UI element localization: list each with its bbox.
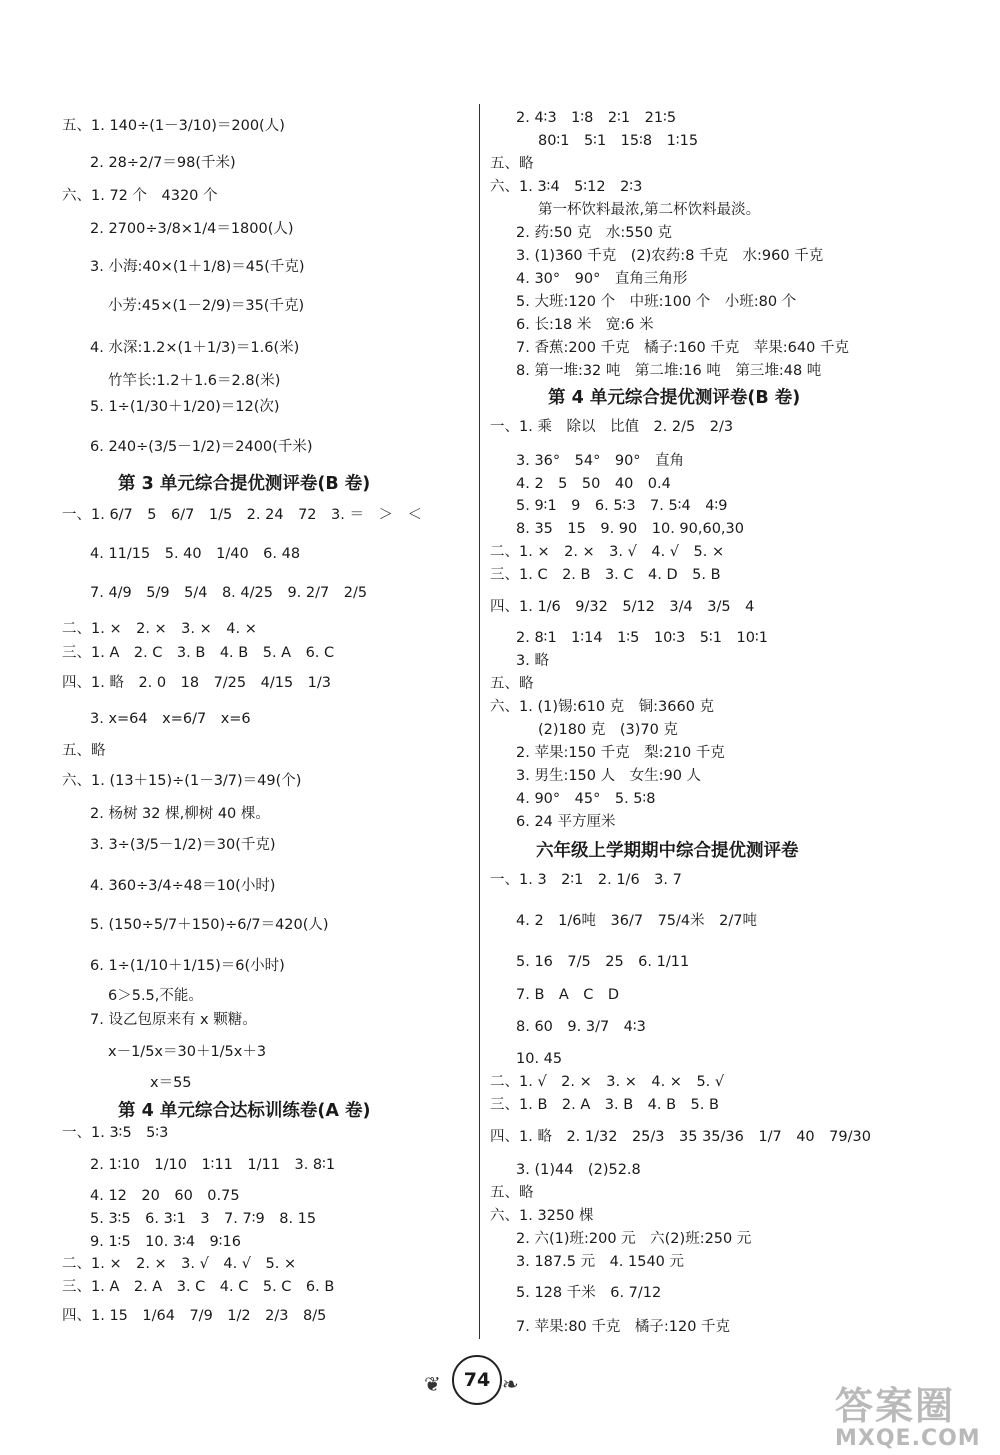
answer-line: 第一杯饮料最浓,第二杯饮料最淡。 bbox=[538, 202, 761, 218]
answer-line: 7. 设乙包原来有 x 颗糖。 bbox=[90, 1012, 257, 1028]
answer-line: 3. (1)360 千克 (2)农药:8 千克 水:960 千克 bbox=[516, 248, 824, 264]
answer-line: 7. 苹果:80 千克 橘子:120 千克 bbox=[516, 1319, 731, 1335]
answer-line: 二、1. × 2. × 3. √ 4. √ 5. × bbox=[62, 1256, 297, 1272]
answer-line: 小芳:45×(1－2/9)＝35(千克) bbox=[108, 298, 305, 314]
answer-line: 4. 11/15 5. 40 1/40 6. 48 bbox=[90, 546, 301, 562]
answer-line: 5. 16 7/5 25 6. 1/11 bbox=[516, 954, 690, 970]
answer-line: 2. 杨树 32 棵,柳树 40 棵。 bbox=[90, 806, 270, 822]
answer-line: 7. 4/9 5/9 5/4 8. 4/25 9. 2/7 2/5 bbox=[90, 585, 368, 601]
answer-line: 3. 3÷(3/5－1/2)＝30(千克) bbox=[90, 837, 276, 853]
answer-line: 五、1. 140÷(1－3/10)＝200(人) bbox=[62, 118, 285, 134]
answer-line: 4. 30° 90° 直角三角形 bbox=[516, 271, 688, 287]
answer-line: 5. 大班:120 个 中班:100 个 小班:80 个 bbox=[516, 294, 797, 310]
answer-line: 五、略 bbox=[62, 743, 106, 759]
answer-line: 一、1. 乘 除以 比值 2. 2/5 2/3 bbox=[490, 419, 734, 435]
answer-line: 2. 药:50 克 水:550 克 bbox=[516, 225, 673, 241]
answer-line: 3. 187.5 元 4. 1540 元 bbox=[516, 1254, 685, 1270]
answer-line: 6. 长:18 米 宽:6 米 bbox=[516, 317, 654, 333]
answer-line: 五、略 bbox=[490, 156, 534, 172]
answer-line: 6. 1÷(1/10＋1/15)＝6(小时) bbox=[90, 958, 285, 974]
answer-line: 4. 360÷3/4÷48＝10(小时) bbox=[90, 878, 276, 894]
answer-line: 二、1. × 2. × 3. √ 4. √ 5. × bbox=[490, 544, 725, 560]
answer-line: 5. 1÷(1/30＋1/20)＝12(次) bbox=[90, 399, 280, 415]
answer-line: 四、1. 略 2. 0 18 7/25 4/15 1/3 bbox=[62, 675, 332, 691]
answer-line: 4. 2 1/6吨 36/7 75/4米 2/7吨 bbox=[516, 913, 757, 929]
answer-line: 竹竿长:1.2＋1.6＝2.8(米) bbox=[108, 373, 281, 389]
answer-line: 3. 略 bbox=[516, 653, 549, 669]
answer-line: 5. 9∶1 9 6. 5∶3 7. 5∶4 4∶9 bbox=[516, 498, 728, 514]
answer-line: 五、略 bbox=[490, 676, 534, 692]
answer-line: x＝55 bbox=[150, 1075, 192, 1091]
answer-line: 三、1. A 2. C 3. B 4. B 5. A 6. C bbox=[62, 645, 335, 661]
answer-line: 2. 2700÷3/8×1/4＝1800(人) bbox=[90, 221, 294, 237]
answer-line: 五、略 bbox=[490, 1185, 534, 1201]
answer-line: 3. x=64 x=6/7 x=6 bbox=[90, 711, 251, 727]
answer-line: 4. 2 5 50 40 0.4 bbox=[516, 476, 671, 492]
answer-line: 一、1. 3∶5 5∶3 bbox=[62, 1125, 169, 1141]
answer-line: 3. 男生:150 人 女生:90 人 bbox=[516, 768, 702, 784]
answer-line: 二、1. √ 2. × 3. × 4. × 5. √ bbox=[490, 1074, 725, 1090]
answer-line: 二、1. × 2. × 3. × 4. × bbox=[62, 621, 257, 637]
answer-line: 5. 3∶5 6. 3∶1 3 7. 7∶9 8. 15 bbox=[90, 1211, 317, 1227]
answer-line: 3. 小海:40×(1＋1/8)＝45(千克) bbox=[90, 259, 305, 275]
answer-line: 2. 8∶1 1∶14 1∶5 10∶3 5∶1 10∶1 bbox=[516, 630, 768, 646]
answer-line: 三、1. C 2. B 3. C 4. D 5. B bbox=[490, 567, 721, 583]
answer-line: 80∶1 5∶1 15∶8 1∶15 bbox=[538, 133, 699, 149]
section-title: 第 4 单元综合达标训练卷(A 卷) bbox=[118, 1101, 371, 1121]
answer-line: x－1/5x＝30＋1/5x＋3 bbox=[108, 1044, 267, 1060]
answer-line: 3. 36° 54° 90° 直角 bbox=[516, 453, 685, 469]
answer-line: 5. (150÷5/7＋150)÷6/7＝420(人) bbox=[90, 917, 329, 933]
answer-line: 8. 60 9. 3/7 4∶3 bbox=[516, 1019, 646, 1035]
answer-line: 三、1. A 2. A 3. C 4. C 5. C 6. B bbox=[62, 1279, 335, 1295]
answer-line: 6. 240÷(3/5－1/2)＝2400(千米) bbox=[90, 439, 313, 455]
answer-line: 2. 28÷2/7＝98(千米) bbox=[90, 155, 236, 171]
answer-line: 2. 苹果:150 千克 梨:210 千克 bbox=[516, 745, 725, 761]
answer-line: (2)180 克 (3)70 克 bbox=[538, 722, 678, 738]
watermark-url: MXQE.COM bbox=[835, 1426, 981, 1451]
answer-line: 4. 12 20 60 0.75 bbox=[90, 1188, 240, 1204]
answer-line: 四、1. 略 2. 1/32 25/3 35 35/36 1/7 40 79/30 bbox=[490, 1129, 871, 1145]
answer-line: 三、1. B 2. A 3. B 4. B 5. B bbox=[490, 1097, 719, 1113]
left-flourish-icon: ❦ bbox=[424, 1372, 441, 1396]
answer-line: 2. 4∶3 1∶8 2∶1 21∶5 bbox=[516, 110, 677, 126]
answer-line: 6. 24 平方厘米 bbox=[516, 814, 616, 830]
section-title: 第 3 单元综合提优测评卷(B 卷) bbox=[118, 474, 371, 494]
column-divider bbox=[479, 104, 480, 1339]
answer-line: 10. 45 bbox=[516, 1051, 563, 1067]
answer-line: 4. 90° 45° 5. 5∶8 bbox=[516, 791, 656, 807]
answer-line: 六、1. 72 个 4320 个 bbox=[62, 188, 218, 204]
answer-line: 6＞5.5,不能。 bbox=[108, 988, 203, 1004]
answer-line: 2. 六(1)班:200 元 六(2)班:250 元 bbox=[516, 1231, 752, 1247]
section-title: 第 4 单元综合提优测评卷(B 卷) bbox=[548, 388, 801, 408]
answer-line: 2. 1∶10 1/10 1∶11 1/11 3. 8∶1 bbox=[90, 1157, 336, 1173]
answer-line: 5. 128 千米 6. 7/12 bbox=[516, 1285, 662, 1301]
answer-line: 四、1. 1/6 9/32 5/12 3/4 3/5 4 bbox=[490, 599, 755, 615]
answer-line: 9. 1∶5 10. 3∶4 9∶16 bbox=[90, 1234, 242, 1250]
answer-line: 六、1. (1)锡:610 克 铜:3660 克 bbox=[490, 699, 715, 715]
answer-line: 一、1. 3 2∶1 2. 1/6 3. 7 bbox=[490, 872, 682, 888]
answer-line: 六、1. (13＋15)÷(1－3/7)＝49(个) bbox=[62, 773, 302, 789]
answer-line: 4. 水深:1.2×(1＋1/3)＝1.6(米) bbox=[90, 340, 300, 356]
answer-line: 7. B A C D bbox=[516, 987, 620, 1003]
answer-line: 六、1. 3∶4 5∶12 2∶3 bbox=[490, 179, 643, 195]
section-title: 六年级上学期期中综合提优测评卷 bbox=[536, 841, 799, 861]
answer-line: 六、1. 3250 棵 bbox=[490, 1208, 594, 1224]
answer-line: 3. (1)44 (2)52.8 bbox=[516, 1162, 641, 1178]
watermark-logo bbox=[835, 1375, 981, 1451]
page-number: 74 bbox=[452, 1355, 502, 1405]
answer-line: 一、1. 6/7 5 6/7 1/5 2. 24 72 3. ＝ ＞ ＜ bbox=[62, 507, 422, 523]
answer-line: 8. 第一堆:32 吨 第二堆:16 吨 第三堆:48 吨 bbox=[516, 363, 822, 379]
answer-line: 7. 香蕉:200 千克 橘子:160 千克 苹果:640 千克 bbox=[516, 340, 849, 356]
watermark-text: 答案圈 bbox=[835, 1384, 956, 1428]
answer-line: 8. 35 15 9. 90 10. 90,60,30 bbox=[516, 521, 744, 537]
right-flourish-icon: ❧ bbox=[502, 1372, 519, 1396]
answer-line: 四、1. 15 1/64 7/9 1/2 2/3 8/5 bbox=[62, 1308, 327, 1324]
